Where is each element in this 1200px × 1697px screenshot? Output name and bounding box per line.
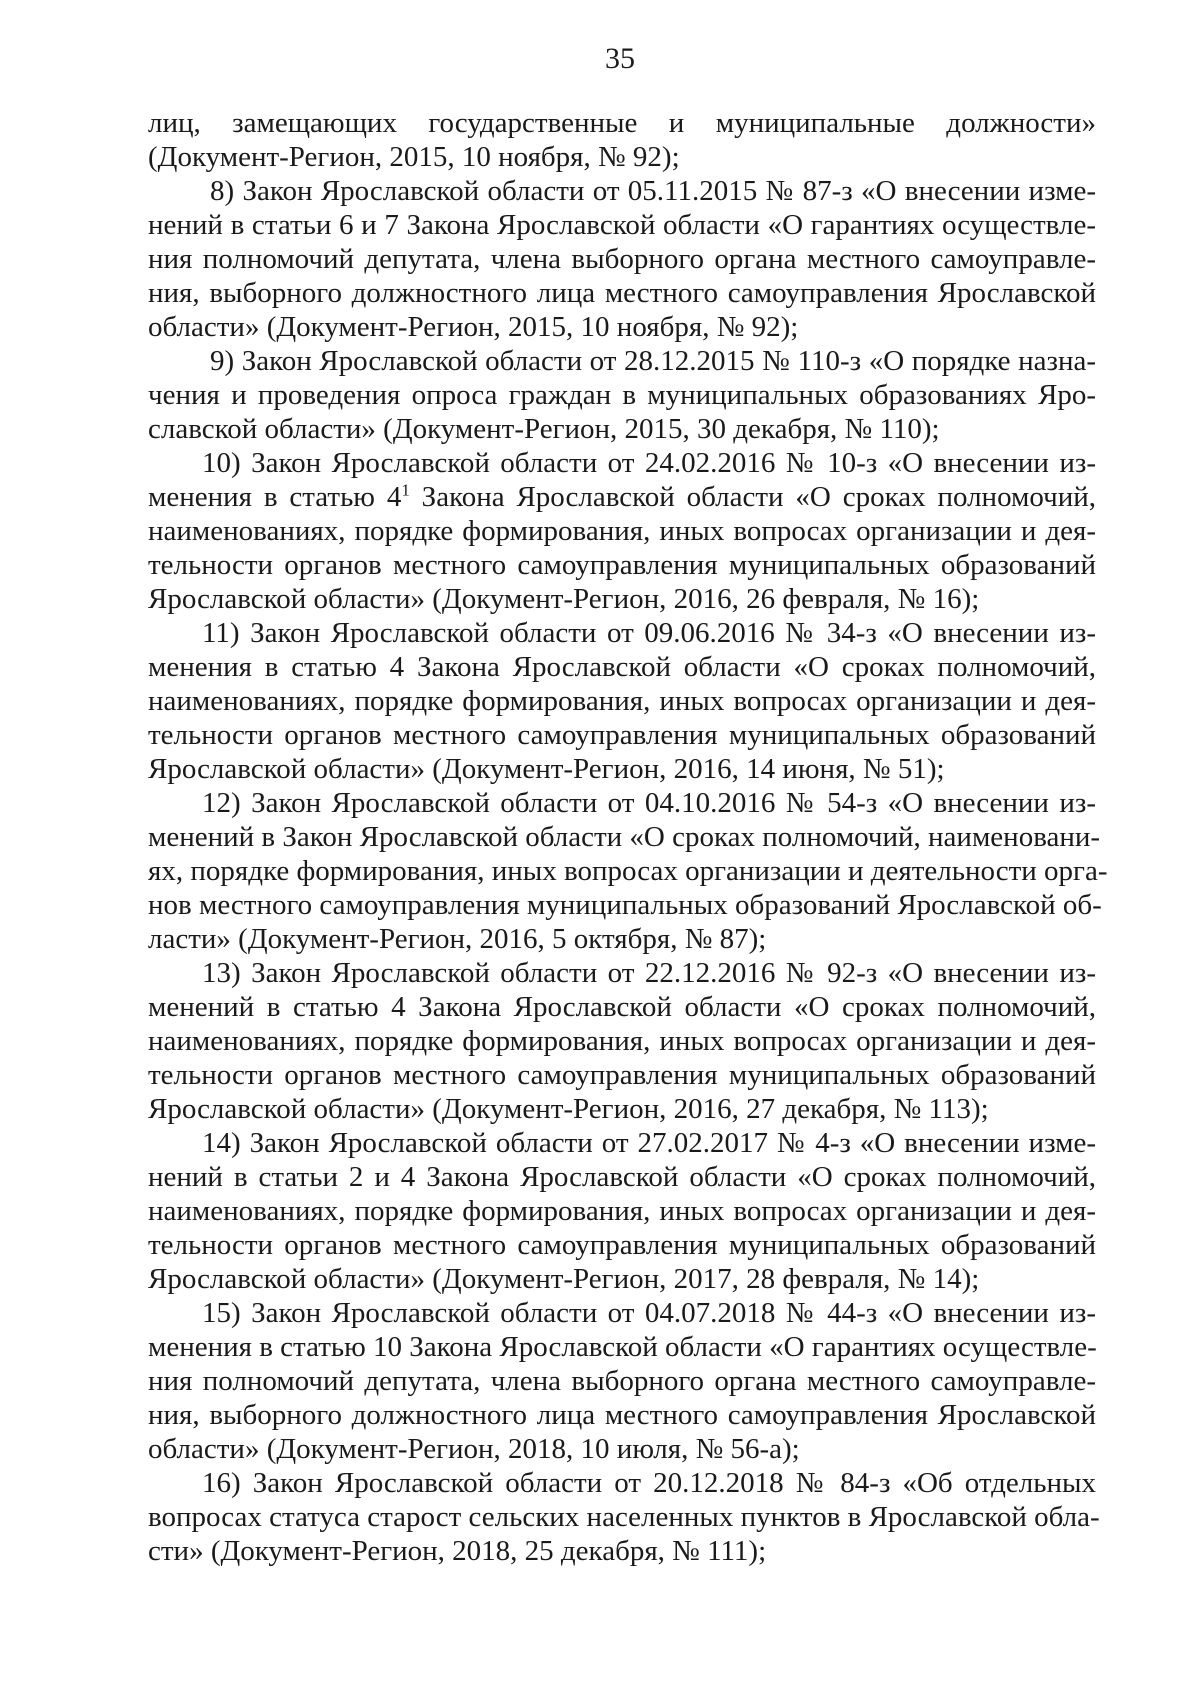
list-item-8 xyxy=(148,174,1096,344)
text-line: ласти» (Документ-Регион, 2016, 5 октября, № 87); xyxy=(148,923,767,955)
text-line: ния полномочий депутата, члена выборного органа местного самоуправле- xyxy=(148,243,1096,275)
text-line: наименованиях, порядке формирования, иных вопросах организации и дея- xyxy=(148,685,1096,717)
text-line: тельности органов местного самоуправления муниципальных образований xyxy=(148,1229,1096,1261)
text-line: тельности органов местного самоуправления муниципальных образований xyxy=(148,719,1096,751)
text-line: Ярославской области» (Документ-Регион, 2016, 14 июня, № 51); xyxy=(148,753,945,785)
text-line: Ярославской области» (Документ-Регион, 2016, 26 февраля, № 16); xyxy=(148,583,980,615)
document-body xyxy=(148,106,1108,1568)
text-line: (Документ-Регион, 2015, 10 ноября, № 92); xyxy=(148,141,680,173)
text-line: менений в Закон Ярославской области «О сроках полномочий, наименовани- xyxy=(148,821,1101,853)
text-line: вопросах статуса старост сельских населенных пунктов в Ярославской обла- xyxy=(148,1501,1100,1533)
text-line: тельности органов местного самоуправления муниципальных образований xyxy=(148,549,1096,581)
list-item-13 xyxy=(148,956,1096,1126)
intro-paragraph xyxy=(148,106,1096,174)
list-item-15 xyxy=(148,1296,1096,1466)
text-line: менений в статью 4 Закона Ярославской области «О сроках полномочий, xyxy=(148,991,1096,1023)
text-line: 14) Закон Ярославской области от 27.02.2017 № 4-з «О внесении изме- xyxy=(202,1127,1096,1159)
text-line: славской области» (Документ-Регион, 2015, 30 декабря, № 110); xyxy=(148,413,940,445)
text-line: 11) Закон Ярославской области от 09.06.2016 № 34-з «О внесении из- xyxy=(202,617,1096,649)
text-line: 13) Закон Ярославской области от 22.12.2016 № 92-з «О внесении из- xyxy=(202,957,1096,989)
text-line: сти» (Документ-Регион, 2018, 25 декабря, № 111); xyxy=(148,1535,767,1567)
text-line: менения в статью 4 Закона Ярославской области «О сроках полномочий, xyxy=(148,651,1096,683)
list-item-10 xyxy=(148,446,1096,616)
text-line: области» (Документ-Регион, 2018, 10 июля, № 56-а); xyxy=(148,1433,800,1465)
text-line: 10) Закон Ярославской области от 24.02.2016 № 10-з «О внесении из- xyxy=(202,447,1096,479)
text-line: области» (Документ-Регион, 2015, 10 ноября, № 92); xyxy=(148,311,799,343)
text-line: ния полномочий депутата, члена выборного органа местного самоуправле- xyxy=(148,1365,1096,1397)
text-line: 8) Закон Ярославской области от 05.11.2015 № 87-з «О внесении изме- xyxy=(210,175,1096,207)
superscript: 1 xyxy=(401,480,410,500)
text-line: Ярославской области» (Документ-Регион, 2017, 28 февраля, № 14); xyxy=(148,1263,980,1295)
list-item-9 xyxy=(148,344,1096,446)
text-line: Ярославской области» (Документ-Регион, 2016, 27 декабря, № 113); xyxy=(148,1093,989,1125)
text-line: 16) Закон Ярославской области от 20.12.2018 № 84-з «Об отдельных xyxy=(202,1467,1096,1499)
text-line: 9) Закон Ярославской области от 28.12.2015 № 110-з «О порядке назна- xyxy=(210,345,1096,377)
text-line: лиц, замещающих государственные и муниципальные должности» xyxy=(148,107,1096,139)
page-number: 35 xyxy=(605,42,635,75)
text-line xyxy=(148,480,1096,514)
list-item-12 xyxy=(148,786,1108,956)
text-line: нений в статьи 6 и 7 Закона Ярославской области «О гарантиях осуществле- xyxy=(148,209,1096,241)
text-line: нений в статьи 2 и 4 Закона Ярославской области «О сроках полномочий, xyxy=(148,1161,1096,1193)
text-line: нов местного самоуправления муниципальных образований Ярославской об- xyxy=(148,889,1102,921)
text-line: тельности органов местного самоуправления муниципальных образований xyxy=(148,1059,1096,1091)
list-item-16 xyxy=(148,1466,1100,1568)
text-fragment: менения в статью 4 xyxy=(148,481,402,513)
text-line: ния, выборного должностного лица местного самоуправления Ярославской xyxy=(148,277,1096,309)
text-line: ях, порядке формирования, иных вопросах организации и деятельности орга- xyxy=(148,855,1108,887)
text-line: 15) Закон Ярославской области от 04.07.2018 № 44-з «О внесении из- xyxy=(202,1297,1096,1329)
list-item-14 xyxy=(148,1126,1096,1296)
text-line: 12) Закон Ярославской области от 04.10.2016 № 54-з «О внесении из- xyxy=(202,787,1096,819)
text-line: наименованиях, порядке формирования, иных вопросах организации и дея- xyxy=(148,515,1096,547)
text-line: чения и проведения опроса граждан в муниципальных образованиях Яро- xyxy=(148,379,1096,411)
text-line: ния, выборного должностного лица местного самоуправления Ярославской xyxy=(148,1399,1096,1431)
text-line: наименованиях, порядке формирования, иных вопросах организации и дея- xyxy=(148,1025,1096,1057)
list-item-11 xyxy=(148,616,1096,786)
text-fragment: Закона Ярославской области «О сроках полномочий, xyxy=(409,481,1096,513)
text-line: менения в статью 10 Закона Ярославской области «О гарантиях осуществле- xyxy=(148,1331,1097,1363)
text-line: наименованиях, порядке формирования, иных вопросах организации и дея- xyxy=(148,1195,1096,1227)
